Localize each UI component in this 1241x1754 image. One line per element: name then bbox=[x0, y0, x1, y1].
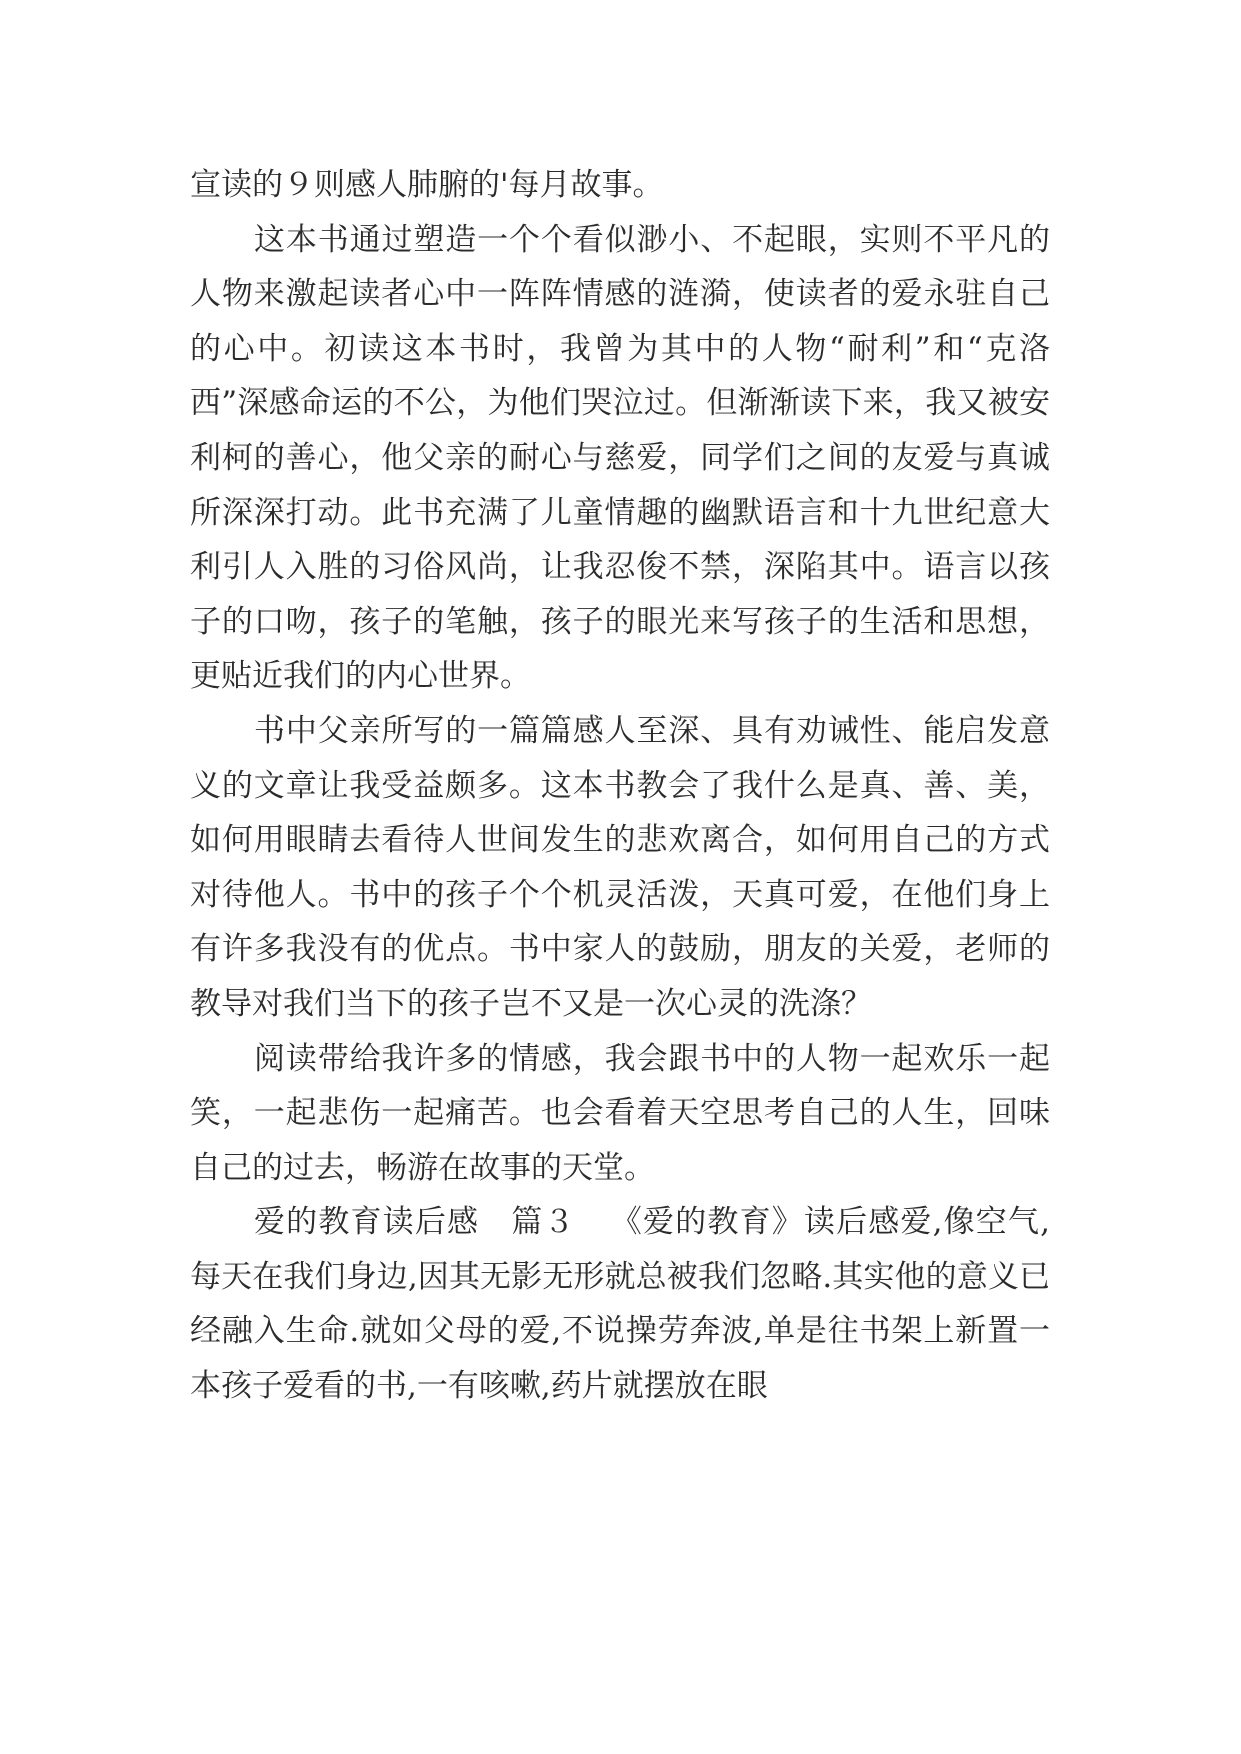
paragraph: 阅读带给我许多的情感，我会跟书中的人物一起欢乐一起笑，一起悲伤一起痛苦。也会看着天空思考自己的人生，回味自己的过去，畅游在故事的天堂。 bbox=[190, 1040, 1050, 1186]
section-heading: 爱的教育读后感 篇３ bbox=[254, 1204, 576, 1241]
paragraph: 宣读的９则感人肺腑的'每月故事。 bbox=[190, 167, 664, 203]
paragraph: 书中父亲所写的一篇篇感人至深、具有劝诫性、能启发意义的文章让我受益颇多。这本书教会了我什么是真、善、美，如何用眼睛去看待人世间发生的悲欢离合，如何用自己的方式对待他人。书中的孩子个个机灵活泼，天真可爱，在他们身上有许多我没有的优点。书中家人的鼓励，朋友的关爱，老师的教导对我们当下的孩子岂不又是一次心灵的洗涤？ bbox=[190, 712, 1050, 1022]
paragraph-text: 《爱的教育》读后感爱,像空气,每天在我们身边,因其无影无形就总被我们忽略.其实他的意义已经融入生命.就如父母的爱,不说操劳奔波,单是往书架上新置一本孩子爱看的书,一有咳嗽,药片就摆放在眼 bbox=[190, 1204, 1050, 1405]
paragraph-with-heading bbox=[190, 1195, 1050, 1413]
paragraph: 这本书通过塑造一个个看似渺小、不起眼，实则不平凡的人物来激起读者心中一阵阵情感的涟漪，使读者的爱永驻自己的心中。初读这本书时，我曾为其中的人物“耐利”和“克洛西”深感命运的不公，为他们哭泣过。但渐渐读下来，我又被安利柯的善心，他父亲的耐心与慈爱，同学们之间的友爱与真诚所深深打动。此书充满了儿童情趣的幽默语言和十九世纪意大利引人入胜的习俗风尚，让我忍俊不禁，深陷其中。语言以孩子的口吻，孩子的笔触，孩子的眼光来写孩子的生活和思想，更贴近我们的内心世界。 bbox=[190, 221, 1050, 695]
document-body bbox=[190, 158, 1050, 1414]
